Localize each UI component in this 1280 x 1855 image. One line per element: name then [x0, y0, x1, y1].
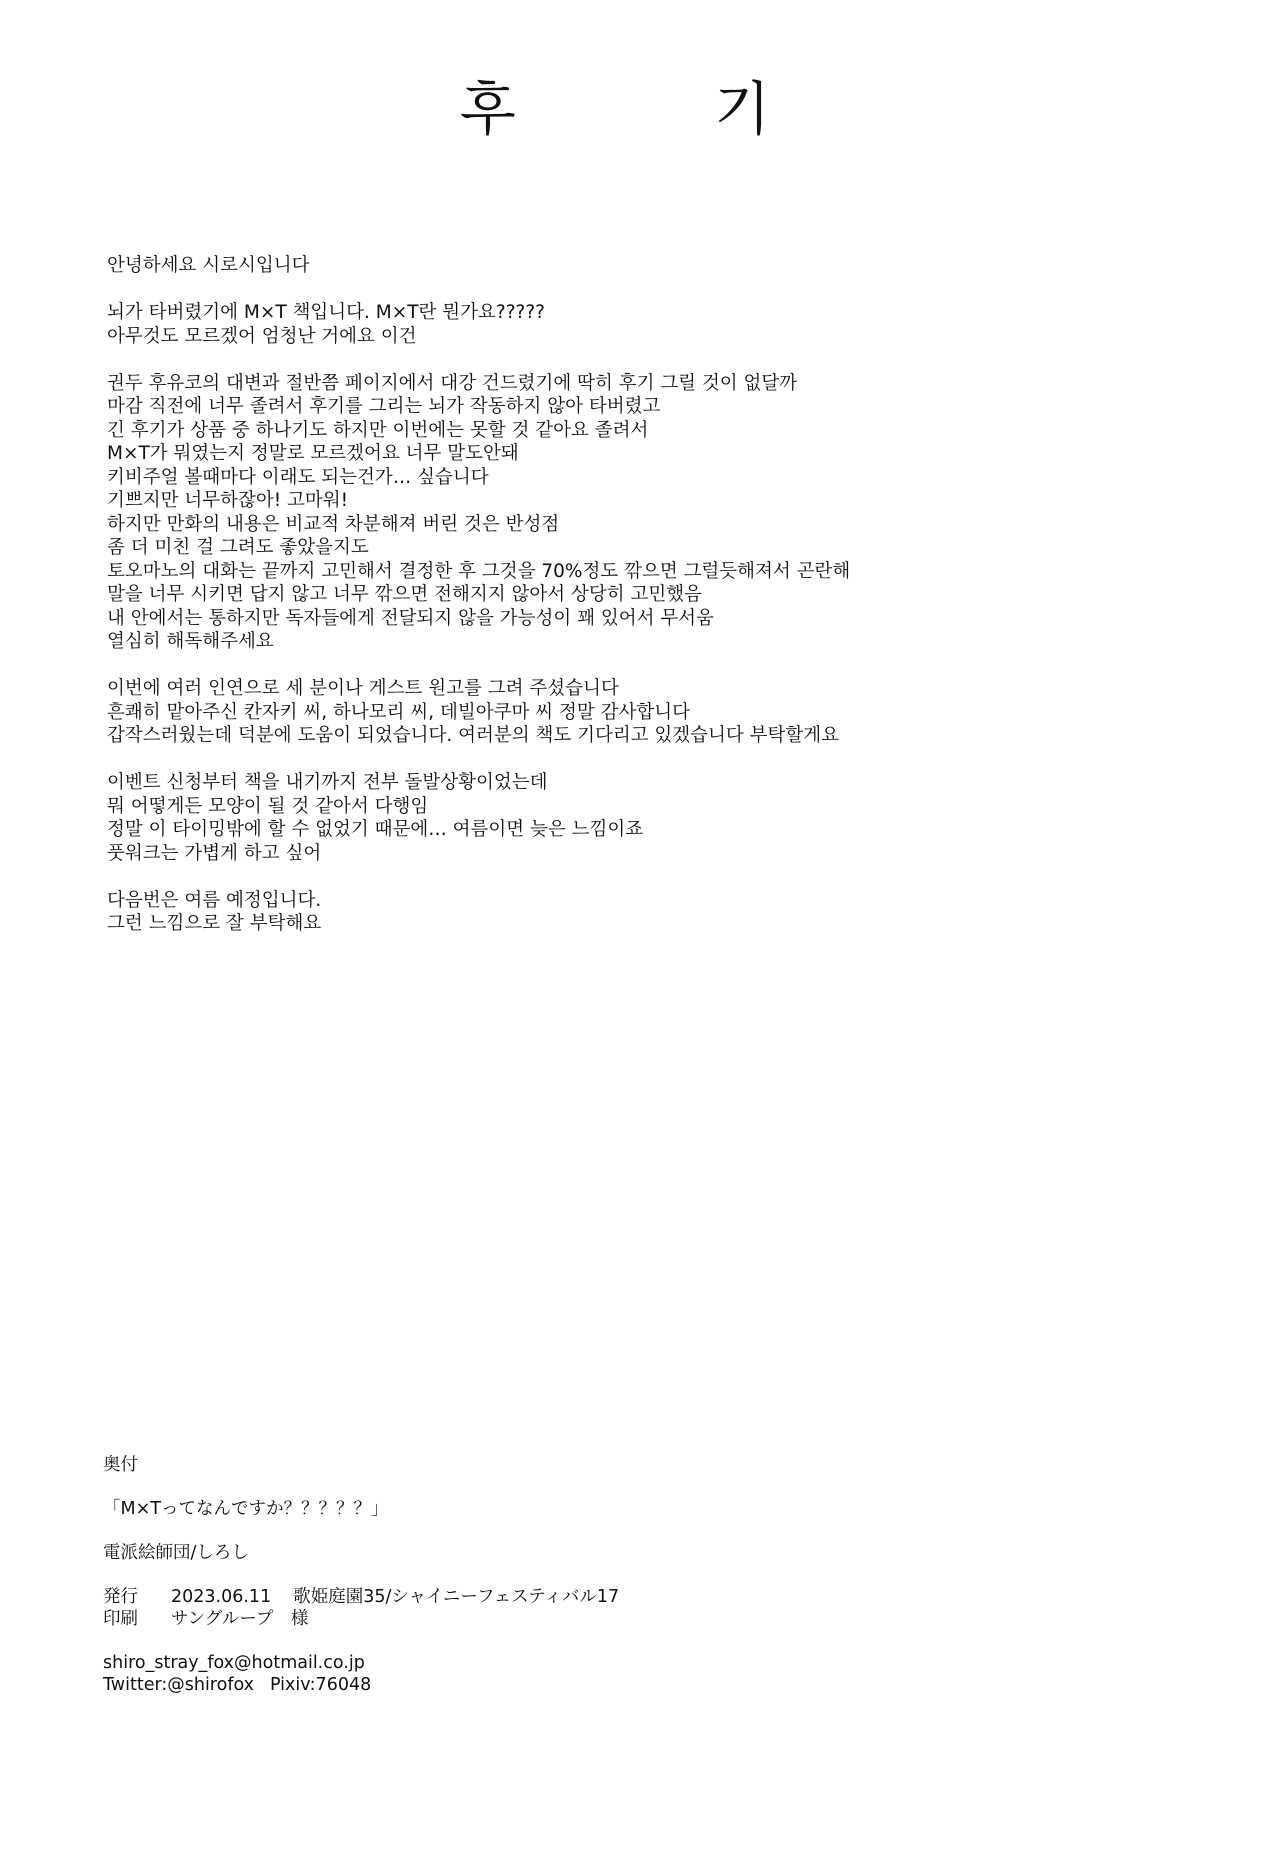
text-line: 긴 후기가 상품 중 하나기도 하지만 이번에는 못할 것 같아요 졸려서 — [107, 419, 649, 441]
afterword-body — [107, 254, 1237, 959]
social-row — [103, 1674, 903, 1696]
text-line: 기쁘지만 너무하잖아! 고마워! — [107, 490, 349, 511]
paragraph-closing — [107, 889, 1237, 936]
published-date: 2023.06.11 — [171, 1587, 272, 1607]
text-line: 다음번은 여름 예정입니다. — [107, 889, 322, 911]
contact-email: shiro_stray_fox@hotmail.co.jp — [103, 1653, 365, 1673]
text-line: 아무것도 모르겠어 엄청난 거에요 이건 — [107, 325, 417, 347]
printer-name: サングループ 様 — [171, 1609, 309, 1629]
text-line: 그런 느낌으로 잘 부탁해요 — [107, 913, 322, 934]
text-line: 토오마노의 대화는 끝까지 고민해서 결정한 후 그것을 70%정도 깎으면 그럴듯해져서 곤란해 — [107, 560, 851, 582]
paragraph-notes — [107, 372, 1237, 654]
circle-name: 電派絵師団/しろし — [103, 1543, 249, 1563]
text-line: 키비주얼 볼때마다 이래도 되는건가… 싶습니다 — [107, 466, 489, 488]
book-title: 「M×Tってなんですか？？？？？」 — [103, 1499, 389, 1519]
text-line: 이번에 여러 인연으로 세 분이나 게스트 원고를 그려 주셨습니다 — [107, 678, 619, 699]
text-line: 정말 이 타이밍밖에 할 수 없었기 때문에… 여름이면 늦은 느낌이죠 — [107, 819, 644, 840]
text-line: 하지만 만화의 내용은 비교적 차분해져 버린 것은 반성점 — [107, 513, 560, 535]
paragraph-guests — [107, 677, 1237, 748]
printer-row — [103, 1608, 903, 1630]
text-line: M×T가 뭐였는지 정말로 모르겠어요 너무 말도안돼 — [107, 443, 519, 464]
colophon-heading: 奥付 — [103, 1455, 138, 1475]
text-line: 이벤트 신청부터 책을 내기까지 전부 돌발상황이었는데 — [107, 772, 548, 793]
text-line: 뭐 어떻게든 모양이 될 것 같아서 다행임 — [107, 795, 429, 817]
published-event: 歌姫庭園35/シャイニーフェスティバル17 — [293, 1587, 620, 1607]
published-row — [103, 1586, 903, 1608]
text-line: 말을 너무 시키면 답지 않고 너무 깎으면 전해지지 않아서 상당히 고민했음 — [107, 584, 702, 605]
paragraph-greeting — [107, 254, 1237, 278]
text-line: 열심히 해독해주세요 — [107, 631, 274, 652]
paragraph-intro — [107, 301, 1237, 348]
pixiv-id: Pixiv:76048 — [270, 1675, 372, 1695]
published-label: 発行 — [103, 1587, 138, 1607]
text-line: 흔쾌히 맡아주신 칸자키 씨, 하나모리 씨, 데빌아쿠마 씨 정말 감사합니다 — [107, 701, 690, 723]
text-line: 좀 더 미친 걸 그려도 좋았을지도 — [107, 537, 369, 558]
text-line: 갑작스러웠는데 덕분에 도움이 되었습니다. 여러분의 책도 기다리고 있겠습니다 부탁할게요 — [107, 725, 840, 746]
text-line: 마감 직전에 너무 졸려서 후기를 그리는 뇌가 작동하지 않아 타버렸고 — [107, 396, 661, 417]
text-line: 안녕하세요 시로시입니다 — [107, 255, 310, 276]
printer-label: 印刷 — [103, 1609, 138, 1629]
page-title: 후 기 — [459, 75, 861, 143]
colophon — [103, 1454, 903, 1718]
text-line: 뇌가 타버렸기에 M×T 책입니다. M×T란 뭔가요????? — [107, 302, 545, 323]
text-line: 권두 후유코의 대변과 절반쯤 페이지에서 대강 건드렸기에 딱히 후기 그릴 것이 없달까 — [107, 372, 798, 394]
twitter-handle: Twitter:@shirofox — [103, 1675, 255, 1695]
paragraph-event — [107, 771, 1237, 865]
text-line: 풋워크는 가볍게 하고 싶어 — [107, 842, 322, 864]
text-line: 내 안에서는 통하지만 독자들에게 전달되지 않을 가능성이 꽤 있어서 무서움 — [107, 607, 714, 629]
